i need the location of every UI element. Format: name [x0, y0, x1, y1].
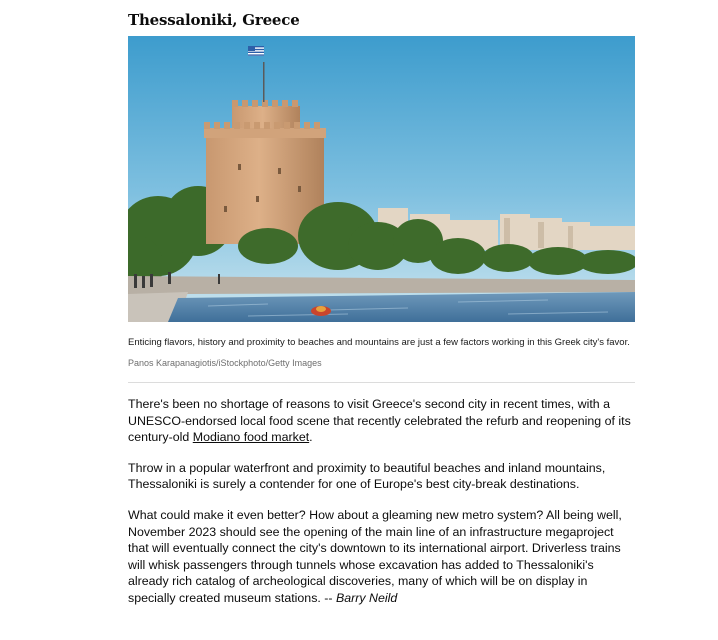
paragraph-1	[128, 396, 635, 446]
paragraph-3-text: What could make it even better? How about a gleaming new metro system? All being well, November 2023 should see the opening of the main line of an infrastructure megaproject that will eventually connect the city's downtown to its international airport. Driverless trains will whisk passengers through tunnels whose excavation has added to Thessaloniki's already rich catalog of archeological discoveries, many of which will be on display in specially created museum stations. --	[128, 507, 622, 605]
article-title: Thessaloniki, Greece	[128, 11, 300, 29]
white-tower-photo	[128, 36, 635, 322]
divider	[128, 382, 635, 383]
paragraph-3	[128, 507, 635, 607]
greek-flag-icon	[248, 46, 264, 56]
modiano-market-link[interactable]: Modiano food market	[192, 430, 310, 445]
paragraph-1-end: .	[309, 430, 313, 445]
author-name: Barry Neild	[335, 590, 398, 605]
article	[128, 0, 635, 607]
paragraph-2: Throw in a popular waterfront and proximity to beautiful beaches and inland mountains, Thessaloniki is surely a contender for one of Europe's best city-break destinations.	[128, 460, 606, 492]
article-photo	[128, 36, 635, 322]
paragraph-1-text: There's been no shortage of reasons to visit Greece's second city in recent times, with a UNESCO-endorsed local food scene that recently celebrated the refurb and reopening of its century-old	[128, 397, 631, 445]
photo-caption: Enticing flavors, history and proximity to beaches and mountains are just a few factors working in this Greek city's favor.	[128, 337, 630, 348]
photo-credit: Panos Karapanagiotis/iStockphoto/Getty Images	[128, 358, 322, 368]
